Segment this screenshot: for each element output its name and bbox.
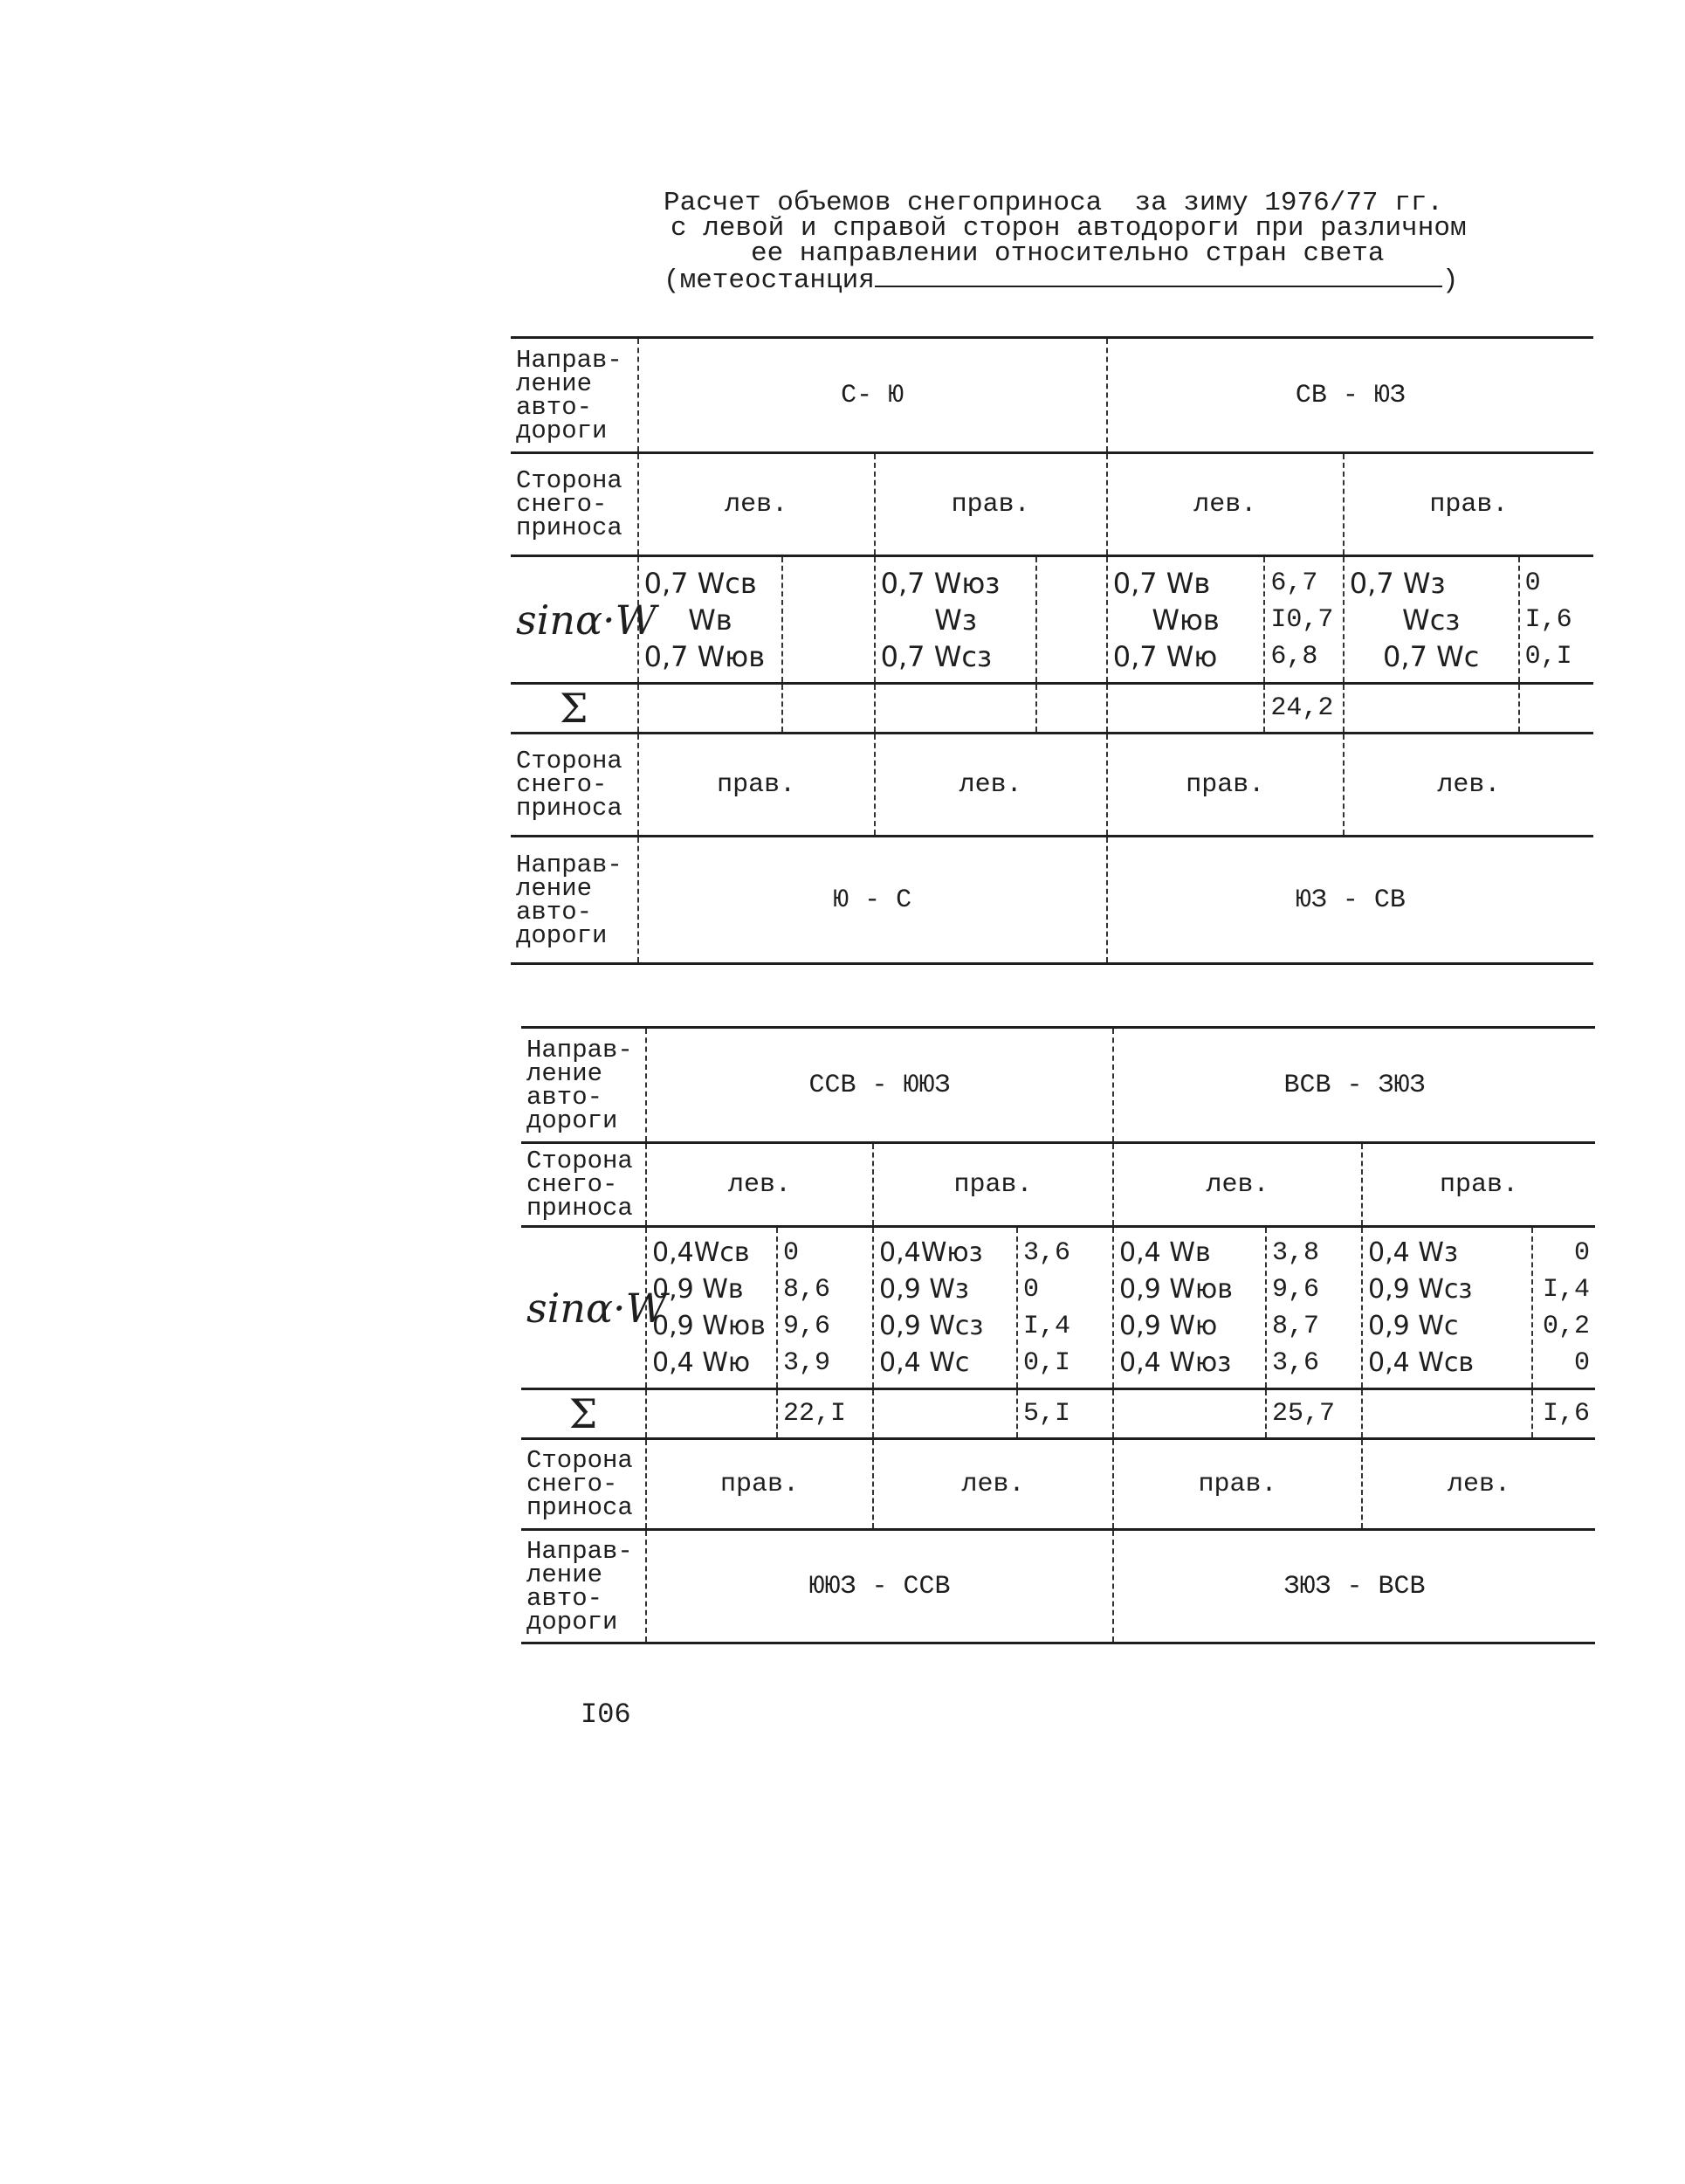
- side-left: лев.: [1107, 453, 1344, 556]
- sum-spacer: [638, 684, 783, 734]
- snow-table-1: [511, 336, 1593, 965]
- sum-cell: [1036, 684, 1106, 734]
- sin-w-label: sinα·W: [511, 556, 638, 684]
- side-row-top: [521, 1143, 1595, 1227]
- side-label: Сторона снего- приноса: [521, 1439, 646, 1530]
- direction-ne-sw: СВ - ЮЗ: [1107, 338, 1593, 453]
- side-right: прав.: [1107, 734, 1344, 837]
- sum-cell: I,6: [1532, 1389, 1595, 1439]
- value-cell: 0 8,6 9,6 3,9: [777, 1227, 873, 1389]
- side-label: Сторона снего- приноса: [511, 453, 638, 556]
- formula-cell: 0,7 Wсв Wв 0,7 Wюв: [638, 556, 783, 684]
- document-title: [664, 188, 1493, 296]
- side-row-bottom: [521, 1439, 1595, 1530]
- direction-row-bottom: [521, 1530, 1595, 1643]
- direction-row-bottom: [511, 837, 1593, 964]
- value-cell: 0 I,6 0,I: [1519, 556, 1593, 684]
- direction-label: Направ- ление авто- дороги: [521, 1028, 646, 1143]
- sigma-label: Σ: [511, 684, 638, 734]
- formula-cell: 0,7 Wюз Wз 0,7 Wсз: [875, 556, 1037, 684]
- direction-sw-ne: ЮЗ - СВ: [1107, 837, 1593, 964]
- sin-w-label: sinα·W: [521, 1227, 646, 1389]
- value-cell: 3,6 0 I,4 0,I: [1017, 1227, 1113, 1389]
- side-label: Сторона снего- приноса: [511, 734, 638, 837]
- side-left: лев.: [1113, 1143, 1362, 1227]
- direction-n-s: С- Ю: [638, 338, 1107, 453]
- page-number: I06: [581, 1698, 631, 1731]
- side-label: Сторона снего- приноса: [521, 1143, 646, 1227]
- side-left: лев.: [646, 1143, 873, 1227]
- formula-cell: 0,4 Wв 0,9 Wюв 0,9 Wю 0,4 Wюз: [1113, 1227, 1266, 1389]
- title-line-4: [664, 265, 1493, 296]
- sum-cell: 25,7: [1266, 1389, 1362, 1439]
- direction-nne-ssw: ССВ - ЮЮЗ: [646, 1028, 1113, 1143]
- value-cell: [1036, 556, 1106, 684]
- sum-row: [511, 684, 1593, 734]
- side-right: прав.: [638, 734, 875, 837]
- direction-ene-wsw: ВСВ - ЗЮЗ: [1113, 1028, 1595, 1143]
- sum-cell: [782, 684, 874, 734]
- side-right: прав.: [1344, 453, 1593, 556]
- sum-spacer: [646, 1389, 777, 1439]
- value-cell: 3,8 9,6 8,7 3,6: [1266, 1227, 1362, 1389]
- sin-w-row: [521, 1227, 1595, 1389]
- sum-cell: 24,2: [1264, 684, 1343, 734]
- sum-spacer: [1344, 684, 1519, 734]
- direction-row-top: [521, 1028, 1595, 1143]
- sigma-label: Σ: [521, 1389, 646, 1439]
- sum-cell: [1519, 684, 1593, 734]
- side-right: прав.: [875, 453, 1107, 556]
- direction-ssw-nne: ЮЮЗ - ССВ: [646, 1530, 1113, 1643]
- formula-cell: 0,7 Wв Wюв 0,7 Wю: [1107, 556, 1265, 684]
- formula-cell: 0,7 Wз Wсз 0,7 Wс: [1344, 556, 1519, 684]
- station-label: (метеостанция: [664, 265, 875, 296]
- station-blank: [875, 266, 1442, 287]
- sum-cell: 5,I: [1017, 1389, 1113, 1439]
- sin-w-row: [511, 556, 1593, 684]
- sum-spacer: [1113, 1389, 1266, 1439]
- side-left: лев.: [873, 1439, 1113, 1530]
- side-left: лев.: [875, 734, 1107, 837]
- direction-label: Направ- ление авто- дороги: [511, 338, 638, 453]
- formula-cell: 0,4Wюз 0,9 Wз 0,9 Wсз 0,4 Wс: [873, 1227, 1017, 1389]
- snow-table-2: [521, 1026, 1595, 1644]
- direction-label: Направ- ление авто- дороги: [521, 1530, 646, 1643]
- sum-spacer: [875, 684, 1037, 734]
- station-close: ): [1441, 265, 1459, 296]
- sum-spacer: [1362, 1389, 1532, 1439]
- side-row-top: [511, 453, 1593, 556]
- title-line-1: Расчет объемов снегоприноса за зиму 1976/77 гг.: [664, 188, 1443, 218]
- title-line-3: ее направлении относительно стран света: [751, 238, 1385, 269]
- sum-spacer: [873, 1389, 1017, 1439]
- direction-s-n: Ю - С: [638, 837, 1107, 964]
- side-left: лев.: [638, 453, 875, 556]
- side-left: лев.: [1344, 734, 1593, 837]
- side-row-bottom: [511, 734, 1593, 837]
- value-cell: 6,7 I0,7 6,8: [1264, 556, 1343, 684]
- value-cell: [782, 556, 874, 684]
- side-right: прав.: [873, 1143, 1113, 1227]
- direction-label: Направ- ление авто- дороги: [511, 837, 638, 964]
- side-right: прав.: [646, 1439, 873, 1530]
- formula-cell: 0,4 Wз 0,9 Wсз 0,9 Wс 0,4 Wсв: [1362, 1227, 1532, 1389]
- side-right: прав.: [1113, 1439, 1362, 1530]
- side-right: прав.: [1362, 1143, 1595, 1227]
- direction-row-top: [511, 338, 1593, 453]
- value-cell: 0 I,4 0,2 0: [1532, 1227, 1595, 1389]
- formula-cell: 0,4Wсв 0,9 Wв 0,9 Wюв 0,4 Wю: [646, 1227, 777, 1389]
- side-left: лев.: [1362, 1439, 1595, 1530]
- sum-spacer: [1107, 684, 1265, 734]
- title-line-2: с левой и справой сторон автодороги при различном: [671, 213, 1467, 244]
- sum-cell: 22,I: [777, 1389, 873, 1439]
- sum-row: [521, 1389, 1595, 1439]
- direction-wsw-ene: ЗЮЗ - ВСВ: [1113, 1530, 1595, 1643]
